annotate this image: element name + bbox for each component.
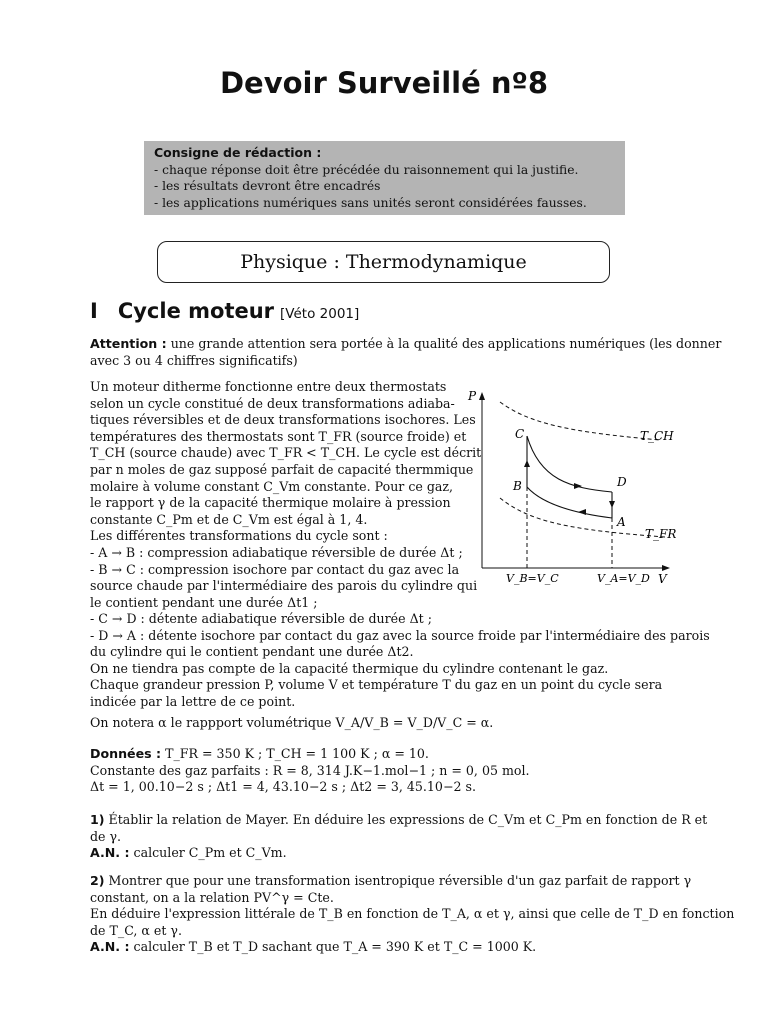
section-heading	[90, 299, 359, 323]
data-line: Constante des gaz parfaits : R = 8, 314 J.K−1.mol−1 ; n = 0, 05 mol.	[90, 762, 530, 778]
text-line: du cylindre qui le contient pendant une durée Δt2.	[90, 644, 414, 660]
tfr-label: T_FR	[645, 527, 677, 541]
question-text: Établir la relation de Mayer. En déduire les expressions de C_Vm et C_Pm en fonction de R et	[108, 812, 708, 827]
text-line: T_CH (source chaude) avec T_FR < T_CH. Le cycle est décrit	[90, 445, 482, 461]
question-number: 1)	[90, 812, 105, 827]
instruction-item: - les applications numériques sans unités seront considérées fausses.	[154, 195, 587, 210]
point-c-label: C	[515, 427, 525, 441]
question-1	[90, 812, 708, 862]
attention-text: avec 3 ou 4 chiffres significatifs)	[90, 352, 298, 368]
intro-paragraph	[90, 379, 482, 611]
text-line: - D → A : détente isochore par contact du gaz avec la source froide par l'intermédiaire des parois	[90, 627, 710, 643]
instruction-item: - chaque réponse doit être précédée du raisonnement qui la justifie.	[154, 162, 579, 177]
vavd-label: V_A=V_D	[597, 572, 650, 585]
question-number: 2)	[90, 873, 105, 888]
tch-label: T_CH	[640, 429, 674, 443]
text-line: Les différentes transformations du cycle sont :	[90, 528, 388, 544]
point-d-label: D	[617, 475, 627, 489]
data-label: Données :	[90, 746, 162, 761]
point-b-label: B	[513, 479, 522, 493]
instructions-box	[144, 141, 625, 215]
instruction-item: - les résultats devront être encadrés	[154, 179, 381, 193]
text-line: tiques réversibles et de deux transformations isochores. Les	[90, 412, 476, 428]
question-text: de γ.	[90, 828, 122, 844]
question-2	[90, 873, 735, 956]
question-text: constant, on a la relation PV^γ = Cte.	[90, 889, 334, 905]
text-line: constante C_Pm et de C_Vm est égal à 1, 4.	[90, 511, 368, 527]
adiabat-cd	[527, 436, 612, 492]
data-line: T_FR = 350 K ; T_CH = 1 100 K ; α = 10.	[165, 746, 429, 761]
question-text: de T_C, α et γ.	[90, 922, 182, 938]
attention-label: Attention :	[90, 336, 167, 351]
pv-diagram	[460, 382, 680, 592]
text-line: températures des thermostats sont T_FR (source froide) et	[90, 428, 467, 444]
arrow-up-icon	[524, 460, 530, 467]
data-block	[90, 746, 680, 796]
ratio-definition: On notera α le rappport volumétrique V_A/V_B = V_D/V_C = α.	[90, 714, 494, 730]
arrow-right-icon	[574, 483, 582, 489]
an-text: calculer T_B et T_D sachant que T_A = 390 K et T_C = 1000 K.	[133, 939, 537, 955]
section-title: Cycle moteur	[117, 299, 275, 323]
cycle-description	[90, 611, 710, 731]
text-line: le rapport γ de la capacité thermique molaire à pression	[90, 495, 451, 511]
data-line: Δt = 1, 00.10−2 s ; Δt1 = 4, 43.10−2 s ; Δt2 = 3, 45.10−2 s.	[90, 779, 476, 795]
v-axis-arrow	[662, 565, 670, 571]
an-text: calculer C_Pm et C_Vm.	[133, 845, 287, 861]
instructions-heading: Consigne de rédaction :	[154, 145, 322, 160]
attention-text: une grande attention sera portée à la qualité des applications numériques (les donner	[170, 336, 722, 351]
text-line: On ne tiendra pas compte de la capacité thermique du cylindre contenant le gaz.	[90, 660, 609, 676]
text-line: indicée par la lettre de ce point.	[90, 693, 296, 709]
text-line: - B → C : compression isochore par contact du gaz avec la	[90, 561, 460, 577]
text-line: le contient pendant une durée Δt1 ;	[90, 594, 318, 610]
subject-banner: Physique : Thermodynamique	[157, 241, 610, 283]
text-line: par n moles de gaz supposé parfait de capacité thermmique	[90, 461, 474, 477]
point-a-label: A	[617, 515, 626, 529]
text-line: Un moteur ditherme fonctionne entre deux thermostats	[90, 379, 447, 394]
text-line: molaire à volume constant C_Vm constante. Pour ce gaz,	[90, 478, 454, 494]
text-line: - C → D : détente adiabatique réversible de durée Δt ;	[90, 611, 432, 626]
text-line: source chaude par l'intermédiaire des parois du cylindre qui	[90, 578, 478, 594]
text-line: Chaque grandeur pression P, volume V et température T du gaz en un point du cycle sera	[90, 677, 663, 693]
v-axis-label: V	[658, 572, 667, 586]
p-axis-arrow	[479, 392, 485, 400]
arrow-down-icon	[609, 501, 615, 508]
adiabat-ab	[527, 487, 612, 518]
isotherm-tfr	[500, 498, 665, 537]
section-reference: [Véto 2001]	[280, 306, 360, 322]
text-line: - A → B : compression adiabatique réversible de durée Δt ;	[90, 544, 463, 560]
question-text: Montrer que pour une transformation isentropique réversible d'un gaz parfait de rapport γ	[108, 873, 692, 888]
page-title: Devoir Surveillé nº8	[219, 66, 549, 100]
an-label: A.N. :	[90, 845, 130, 861]
vbvc-label: V_B=V_C	[506, 572, 559, 585]
section-number: I	[90, 299, 98, 323]
attention-paragraph	[90, 336, 722, 369]
arrow-left-icon	[578, 509, 586, 515]
an-label: A.N. :	[90, 939, 130, 955]
p-axis-label: P	[468, 389, 477, 403]
text-line: selon un cycle constitué de deux transformations adiaba-	[90, 395, 455, 411]
question-text: En déduire l'expression littérale de T_B en fonction de T_A, α et γ, ainsi que celle de T_D en fonction	[90, 906, 735, 922]
